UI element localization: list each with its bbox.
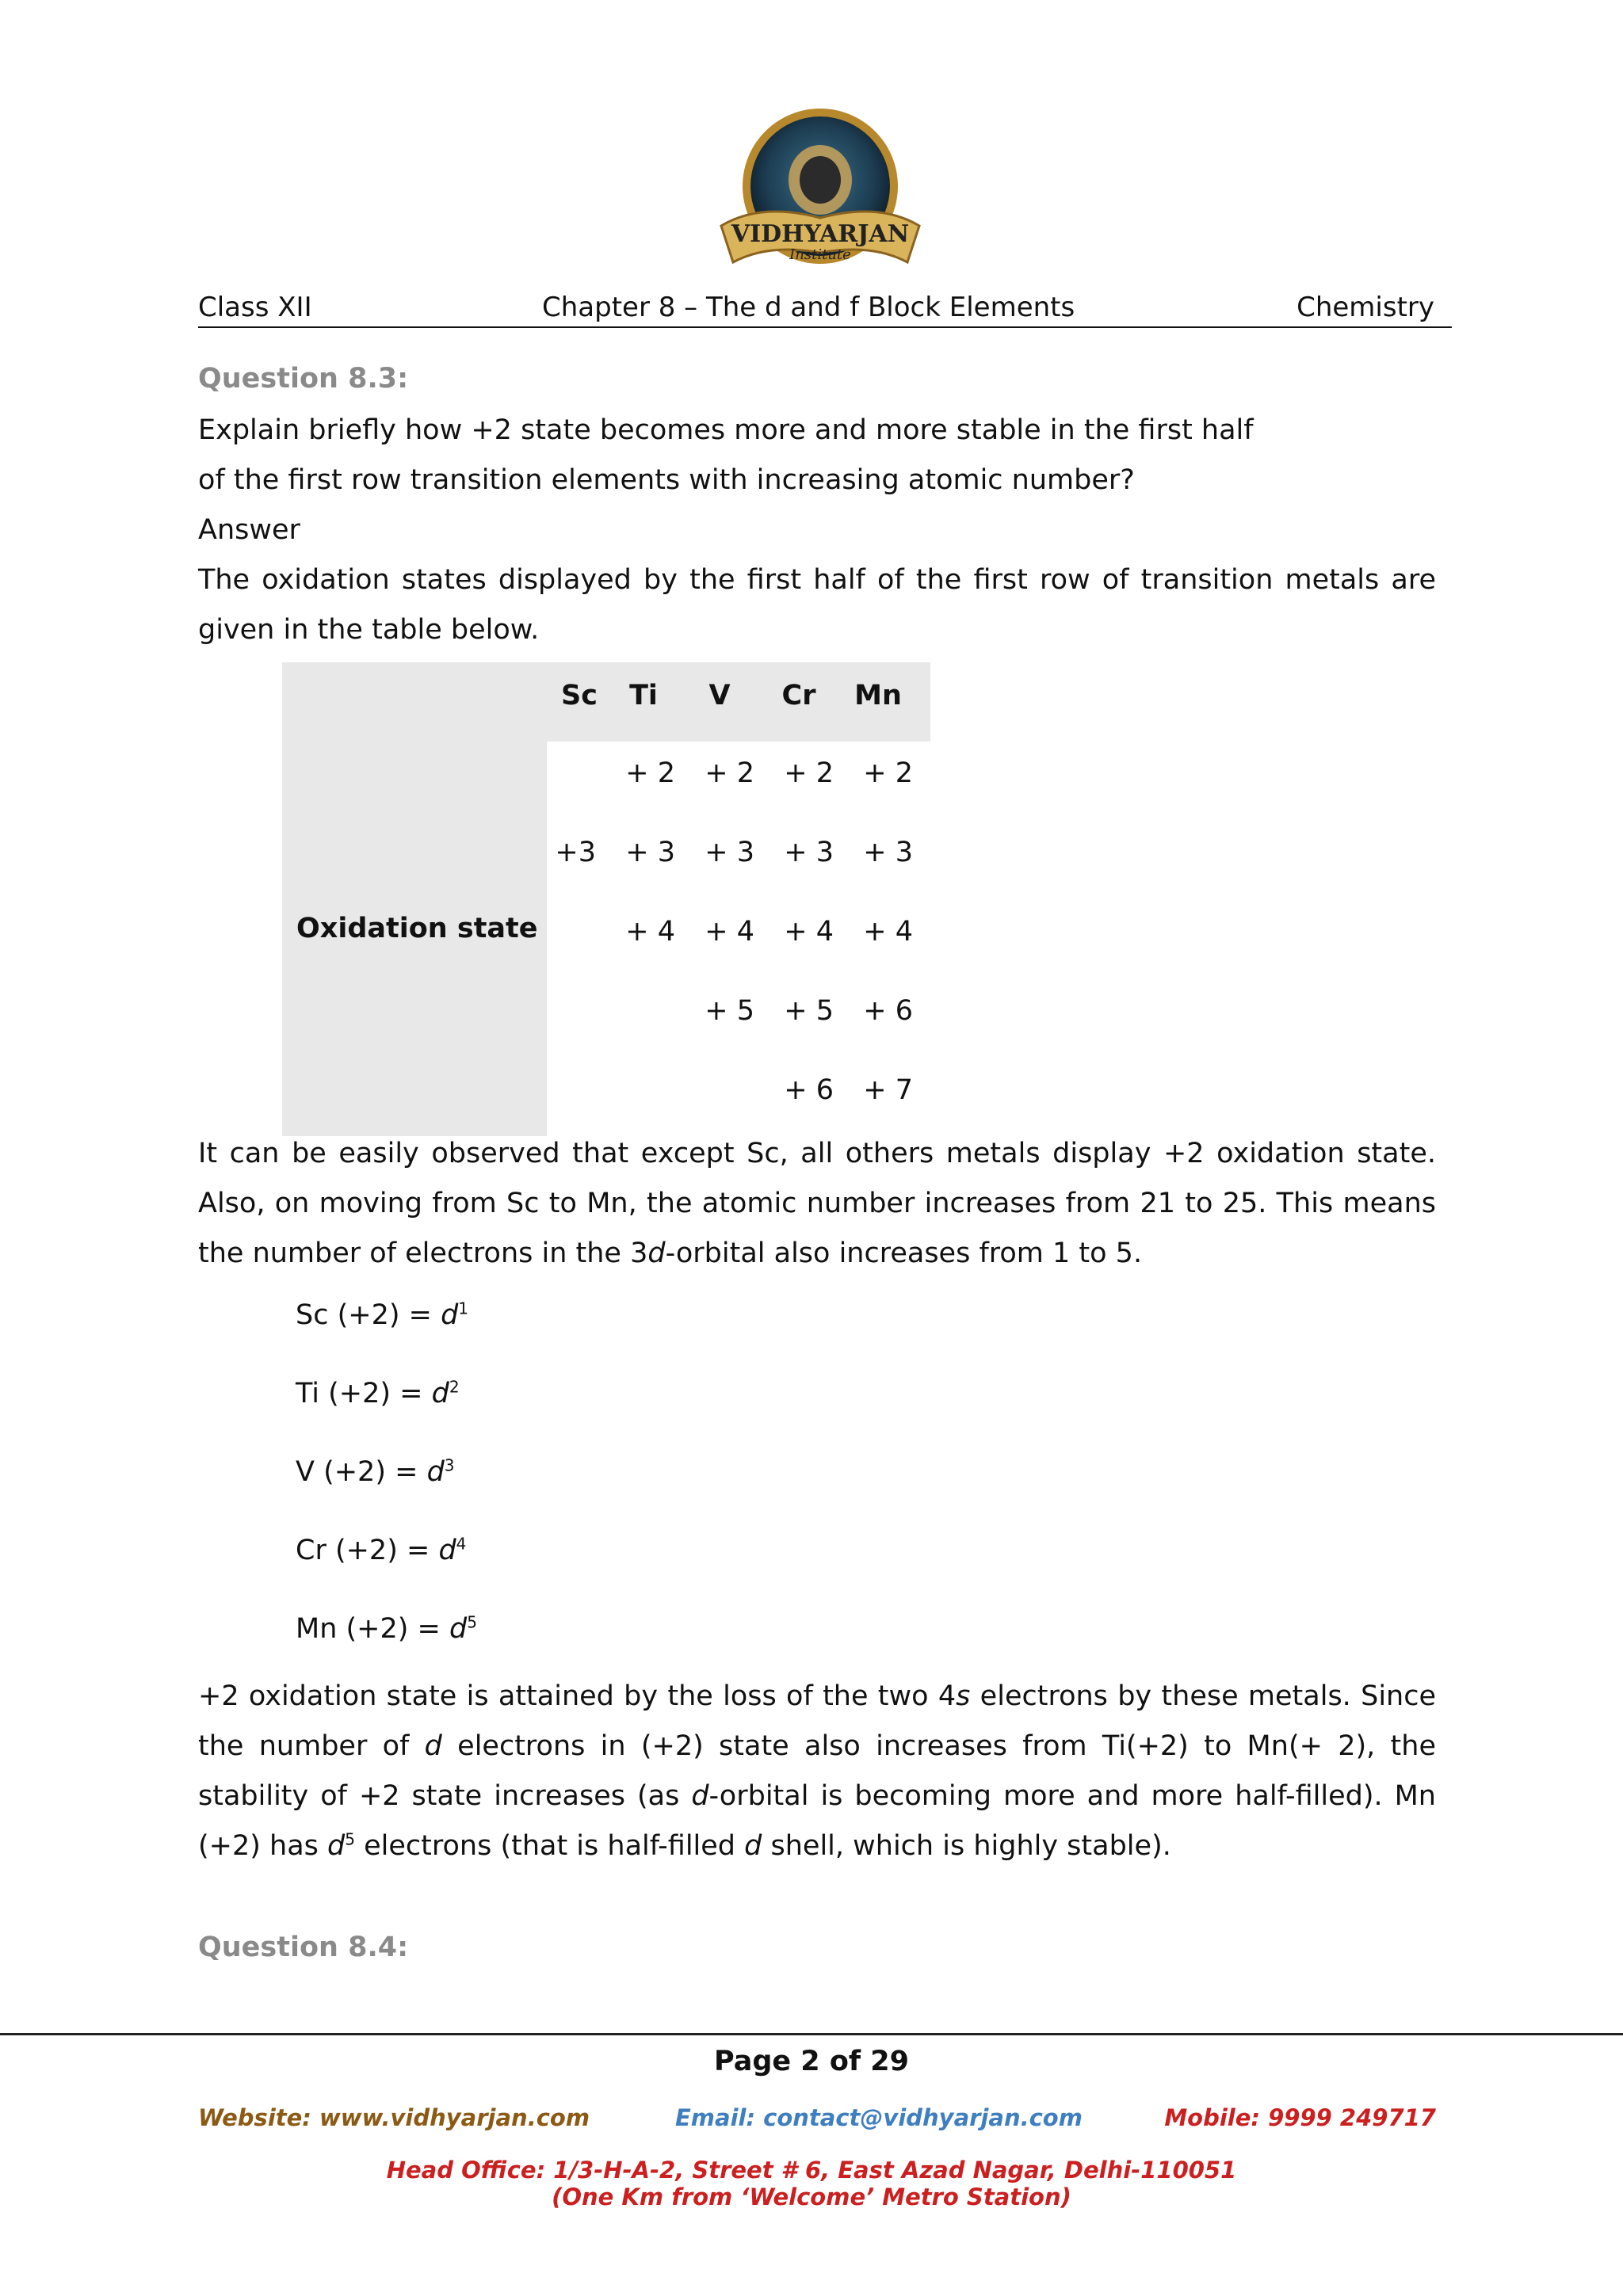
footer-mobile: Mobile: 9999 249717 — [1164, 2104, 1436, 2131]
text-run: shell, which is highly stable). — [762, 1830, 1171, 1862]
office-line: (One Km from ‘Welcome’ Metro Station) — [552, 2183, 1071, 2210]
footer-rule — [0, 2033, 1623, 2035]
superscript: 5 — [345, 1829, 355, 1849]
table-cell: + 7 — [863, 1074, 913, 1106]
config-text: Cr (+2) = — [296, 1535, 439, 1566]
answer-text-line: given in the table below. — [198, 614, 540, 646]
table-cell: +3 — [555, 837, 596, 868]
config-superscript: 3 — [444, 1455, 455, 1475]
italic-d: d — [431, 1378, 449, 1409]
institute-logo — [713, 107, 927, 291]
table-header-cell: V — [708, 680, 731, 711]
config-superscript: 1 — [458, 1299, 469, 1318]
page-number: Page 2 of 29 — [713, 2046, 909, 2077]
text-run: -orbital is becoming more and more half-filled). Mn — [708, 1780, 1436, 1812]
conclusion-line — [198, 1821, 1436, 1871]
question-text-line: of the first row transition elements with increasing atomic number? — [198, 464, 1135, 496]
table-cell: + 4 — [863, 916, 913, 948]
italic-d: d — [424, 1730, 442, 1762]
header-rule — [198, 326, 1452, 328]
oxidation-state-table — [282, 662, 930, 1136]
table-header-cell: Ti — [629, 680, 658, 711]
conclusion-line — [198, 1772, 1436, 1821]
table-header-cell: Cr — [781, 680, 816, 711]
text-run: electrons by these metals. Since — [970, 1680, 1436, 1712]
footer-email-link[interactable]: Email: contact@vidhyarjan.com — [675, 2104, 1083, 2131]
table-cell: + 2 — [625, 757, 675, 789]
text-run: electrons in (+2) state also increases from Ti(+2) to Mn(+ 2), the — [441, 1730, 1436, 1762]
table-label-column — [282, 662, 547, 1136]
config-text: Sc (+2) = — [296, 1299, 441, 1331]
table-cell: + 6 — [863, 995, 913, 1027]
config-superscript: 2 — [449, 1377, 460, 1397]
table-cell: + 4 — [625, 916, 675, 948]
header-class: Class XII — [198, 292, 312, 323]
italic-d: d — [426, 1456, 445, 1488]
italic-d: d — [438, 1535, 456, 1566]
logo-subtext: Institute — [789, 246, 851, 263]
config-superscript: 5 — [467, 1612, 477, 1632]
table-cell: + 2 — [705, 757, 754, 789]
table-cell: + 3 — [625, 837, 675, 868]
italic-d: d — [327, 1830, 346, 1862]
table-cell: + 6 — [784, 1074, 834, 1106]
question-text-line: Explain briefly how +2 state becomes more and more stable in the first half — [198, 414, 1254, 446]
config-line — [296, 1456, 455, 1488]
text-run: +2 oxidation state is attained by the loss of the two 4 — [198, 1680, 957, 1712]
answer-label: Answer — [198, 514, 300, 546]
config-line — [296, 1613, 477, 1645]
config-text: Ti (+2) = — [296, 1378, 432, 1409]
table-cell: + 4 — [705, 916, 754, 948]
observation-line: Also, on moving from Sc to Mn, the atomic number increases from 21 to 25. This means — [198, 1188, 1436, 1219]
config-text: Mn (+2) = — [296, 1613, 449, 1645]
table-cell: + 4 — [784, 916, 834, 948]
conclusion-line — [198, 1722, 1436, 1772]
footer-website-link[interactable]: Website: www.vidhyarjan.com — [198, 2104, 590, 2131]
text-run: the number of electrons in the 3 — [198, 1238, 648, 1269]
answer-text-line: The oxidation states displayed by the first half of the first row of transition metals are — [198, 564, 1436, 596]
italic-d: d — [449, 1613, 468, 1645]
italic-d: d — [744, 1830, 762, 1862]
header-chapter: Chapter 8 – The d and f Block Elements — [542, 292, 1075, 323]
text-run: the number of — [198, 1730, 425, 1762]
italic-d: d — [647, 1238, 666, 1269]
table-cell: + 5 — [705, 995, 754, 1027]
italic-d: d — [691, 1780, 709, 1812]
table-cell: + 3 — [705, 837, 754, 868]
logo-text: VIDHYARJAN — [731, 220, 910, 248]
header-subject: Chemistry — [1296, 292, 1434, 323]
conclusion-line — [198, 1672, 1436, 1722]
head-office-address — [0, 2157, 1623, 2210]
config-text: V (+2) = — [296, 1456, 427, 1488]
table-cell: + 5 — [784, 995, 834, 1027]
text-run: electrons (that is half-filled — [354, 1830, 745, 1862]
office-line: Head Office: 1/3-H-A-2, Street # 6, East Azad Nagar, Delhi-110051 — [386, 2157, 1237, 2183]
table-cell: + 3 — [784, 837, 834, 868]
table-row-label: Oxidation state — [296, 913, 538, 944]
config-line — [296, 1378, 460, 1409]
question-title: Question 8.3: — [198, 363, 409, 395]
config-line — [296, 1535, 466, 1566]
italic-d: d — [441, 1299, 459, 1331]
text-run: -orbital also increases from 1 to 5. — [665, 1238, 1143, 1269]
question-title: Question 8.4: — [198, 1932, 409, 1963]
observation-line: It can be easily observed that except Sc, all others metals display +2 oxidation state. — [198, 1138, 1436, 1169]
config-superscript: 4 — [456, 1534, 467, 1554]
italic-s: s — [956, 1680, 971, 1712]
observation-line — [198, 1229, 1436, 1279]
config-line — [296, 1299, 468, 1331]
table-cell: + 2 — [784, 757, 834, 789]
text-run: stability of +2 state increases (as — [198, 1780, 692, 1812]
table-header-cell: Mn — [854, 680, 902, 711]
table-cell: + 2 — [863, 757, 913, 789]
table-header-cell: Sc — [561, 680, 598, 711]
text-run: (+2) has — [198, 1830, 328, 1862]
table-cell: + 3 — [863, 837, 913, 868]
